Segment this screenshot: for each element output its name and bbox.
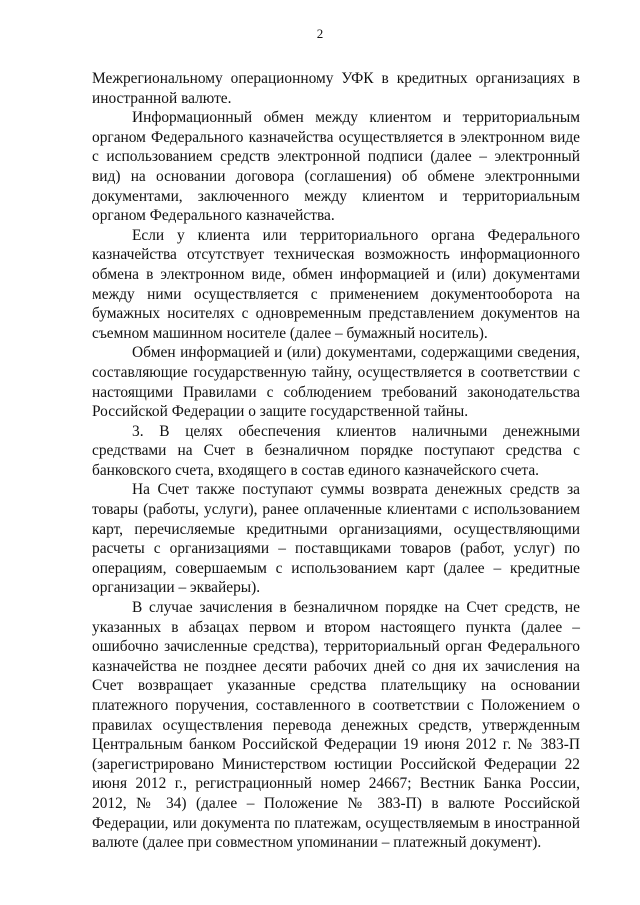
- paragraph: Если у клиента или территориального органа Федерального казначейства отсутствует техническая возможность информационного обмена в электронном виде, обмен информацией и (или) документами между ними осуществляется с применением документооборота на бумажных носителях с одновременным представлением документов на съемном машинном носителе (далее – бумажный носитель).: [92, 226, 580, 342]
- paragraph: Обмен информацией и (или) документами, содержащими сведения, составляющие государственную тайну, осуществляется в соответствии с настоящими Правилами с соблюдением требований законодательства Российской Федерации о защите государственной тайны.: [92, 344, 580, 421]
- page-number: 2: [316, 26, 324, 41]
- paragraph: В случае зачисления в безналичном порядке на Счет средств, не указанных в абзацах первом и втором настоящего пункта (далее – ошибочно зачисленные средства), территориальный орган Федерального казначейства не позднее десяти рабочих дней со дня их зачисления на Счет возвращает указанные средства плательщику на основании платежного поручения, составленного в соответствии с Положением о правилах осуществления перевода денежных средств, утвержденным Центральным банком Российской Федерации 19 июня 2012 г. № 383-П (зарегистрировано Министерством юстиции Российской Федерации 22 июня 2012 г., регистрационный номер 24667; Вестник Банка России, 2012, № 34) (далее – Положение № 383-П) в валюте Российской Федерации, или документа по платежам, осуществляемым в иностранной валюте (далее при совместном упоминании – платежный документ).: [92, 599, 580, 852]
- paragraph: На Счет также поступают суммы возврата денежных средств за товары (работы, услуги), ранее оплаченные клиентами с использованием карт, перечисляемые кредитными организациями, осуществляющими расчеты с организациями – поставщиками товаров (работ, услуг) по операциям, совершаемым с использованием карт (далее – кредитные организации – эквайеры).: [92, 481, 580, 597]
- paragraph-item-3: 3. В целях обеспечения клиентов наличными денежными средствами на Счет в безналичном порядке поступают средства с банковского счета, входящего в состав единого казначейского счета.: [92, 422, 580, 479]
- paragraph-continuation: Межрегиональному операционному УФК в кредитных организациях в иностранной валюте.: [92, 70, 580, 107]
- document-body: [92, 69, 580, 853]
- paragraph: Информационный обмен между клиентом и территориальным органом Федерального казначейства осуществляется в электронном виде с использованием средств электронной подписи (далее – электронный вид) на основании договора (соглашения) об обмене электронными документами, заключенного между клиентом и территориальным органом Федерального казначейства.: [92, 109, 580, 225]
